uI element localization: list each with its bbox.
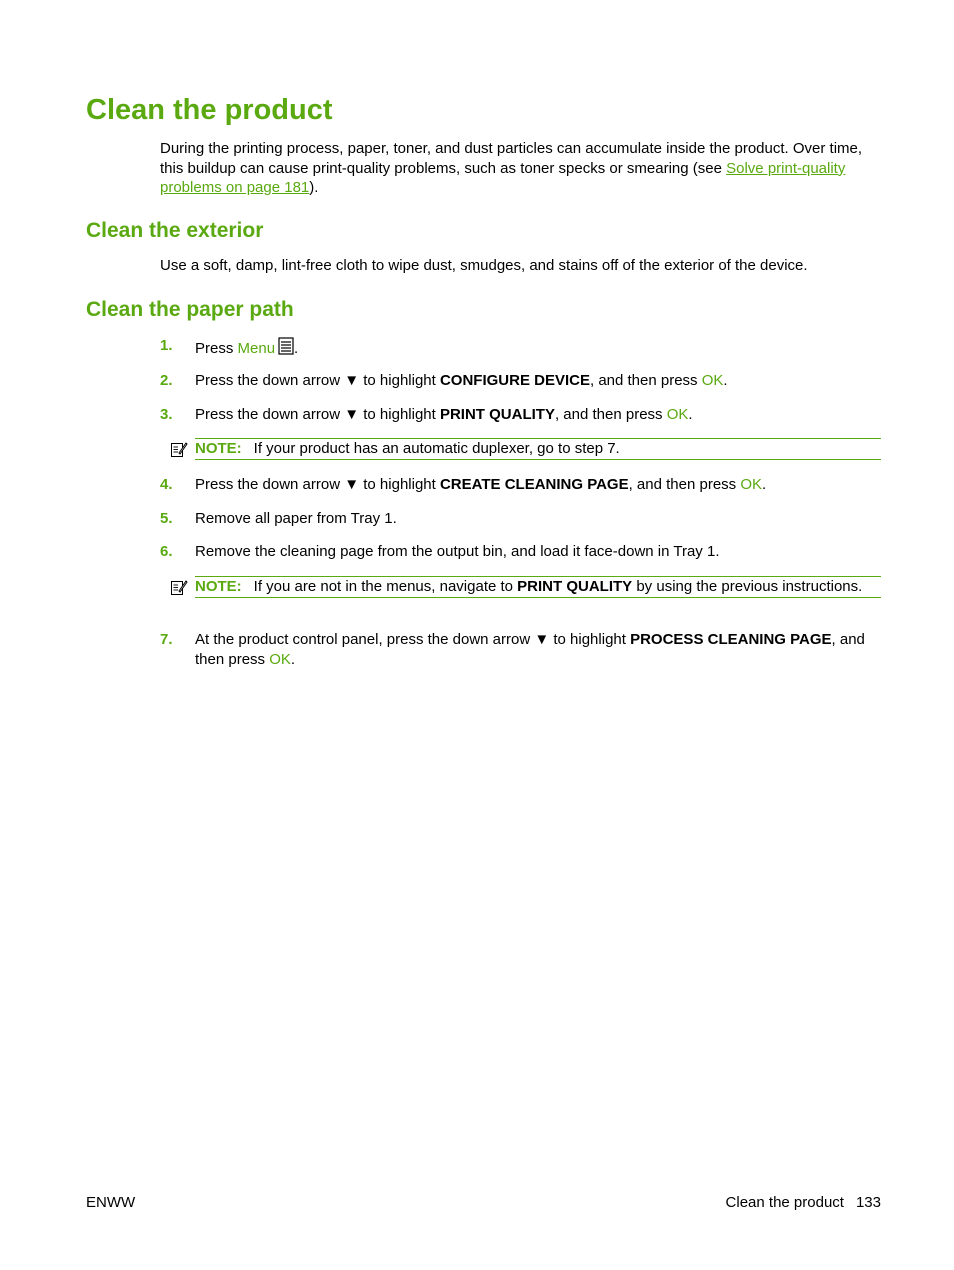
intro-paragraph (160, 139, 884, 198)
note-label: NOTE: (195, 578, 242, 595)
step-2 (195, 371, 885, 391)
step-6: Remove the cleaning page from the output bin, and load it face-down in Tray 1. (195, 543, 720, 560)
step-4 (195, 475, 885, 495)
footer-left: ENWW (86, 1194, 136, 1211)
menu-button-label: Menu (237, 340, 276, 357)
note-pencil-icon (170, 440, 188, 458)
step-5: Remove all paper from Tray 1. (195, 510, 397, 527)
menu-item-name: PROCESS CLEANING PAGE (630, 631, 832, 648)
paper-path-heading: Clean the paper path (86, 298, 294, 321)
note-pencil-icon (170, 578, 188, 596)
step-text-end: . (290, 650, 296, 668)
note-label: NOTE: (195, 440, 242, 457)
menu-item-name: PRINT QUALITY (439, 406, 555, 423)
step-number: 5. (160, 510, 173, 527)
step-text: Press the down arrow ▼ to highlight (195, 372, 440, 389)
page-number: 133 (855, 1194, 881, 1211)
menu-icon (278, 337, 294, 361)
solve-print-quality-link[interactable]: Solve print-quality problems on page 181 (160, 159, 846, 196)
note-text-end: by using the previous instructions. (632, 578, 863, 595)
step-text: At the product control panel, press the down arrow ▼ to highlight (195, 631, 631, 648)
intro-text-end: ). (309, 179, 319, 196)
step-7 (195, 630, 885, 669)
ok-button-label: OK (666, 406, 689, 423)
note-text: If your product has an automatic duplexer, go to step 7. (253, 440, 620, 457)
footer-section-title: Clean the product (725, 1194, 844, 1211)
intro-text: During the printing process, paper, toner, and dust particles can accumulate inside the product. Over time, this buildup can cause print-quality problems, such as toner specks or smearing (see (160, 140, 863, 177)
step-text-end: . (723, 372, 728, 389)
step-number: 2. (160, 372, 173, 389)
step-3 (195, 405, 885, 425)
step-text-end: . (294, 340, 299, 357)
step-number: 4. (160, 476, 173, 493)
menu-item-name: CREATE CLEANING PAGE (439, 476, 629, 493)
note-box (195, 576, 881, 598)
ok-button-label: OK (740, 476, 763, 493)
menu-item-name: PRINT QUALITY (517, 578, 633, 595)
exterior-heading: Clean the exterior (86, 219, 264, 242)
note-text: If you are not in the menus, navigate to (253, 578, 518, 595)
step-number: 6. (160, 543, 173, 560)
step-text-mid: , and then press (589, 372, 702, 389)
page-title: Clean the product (86, 94, 333, 126)
step-text-end: . (762, 476, 767, 493)
note-box (195, 438, 881, 460)
step-text-end: . (688, 406, 693, 423)
step-number: 7. (160, 631, 173, 648)
ok-button-label: OK (269, 650, 291, 668)
step-text-mid: , and then press (628, 476, 741, 493)
step-1 (195, 337, 885, 361)
footer-right (726, 1193, 881, 1212)
step-text: Press the down arrow ▼ to highlight (195, 406, 440, 423)
step-text: Press (195, 340, 238, 357)
ok-button-label: OK (701, 372, 724, 389)
menu-item-name: CONFIGURE DEVICE (439, 372, 590, 389)
step-text-mid: , and then press (195, 631, 865, 668)
step-number: 1. (160, 337, 173, 354)
exterior-paragraph: Use a soft, damp, lint-free cloth to wipe dust, smudges, and stains off of the exterior of the device. (160, 257, 808, 274)
step-text-mid: , and then press (554, 406, 667, 423)
step-number: 3. (160, 406, 173, 423)
step-text: Press the down arrow ▼ to highlight (195, 476, 440, 493)
